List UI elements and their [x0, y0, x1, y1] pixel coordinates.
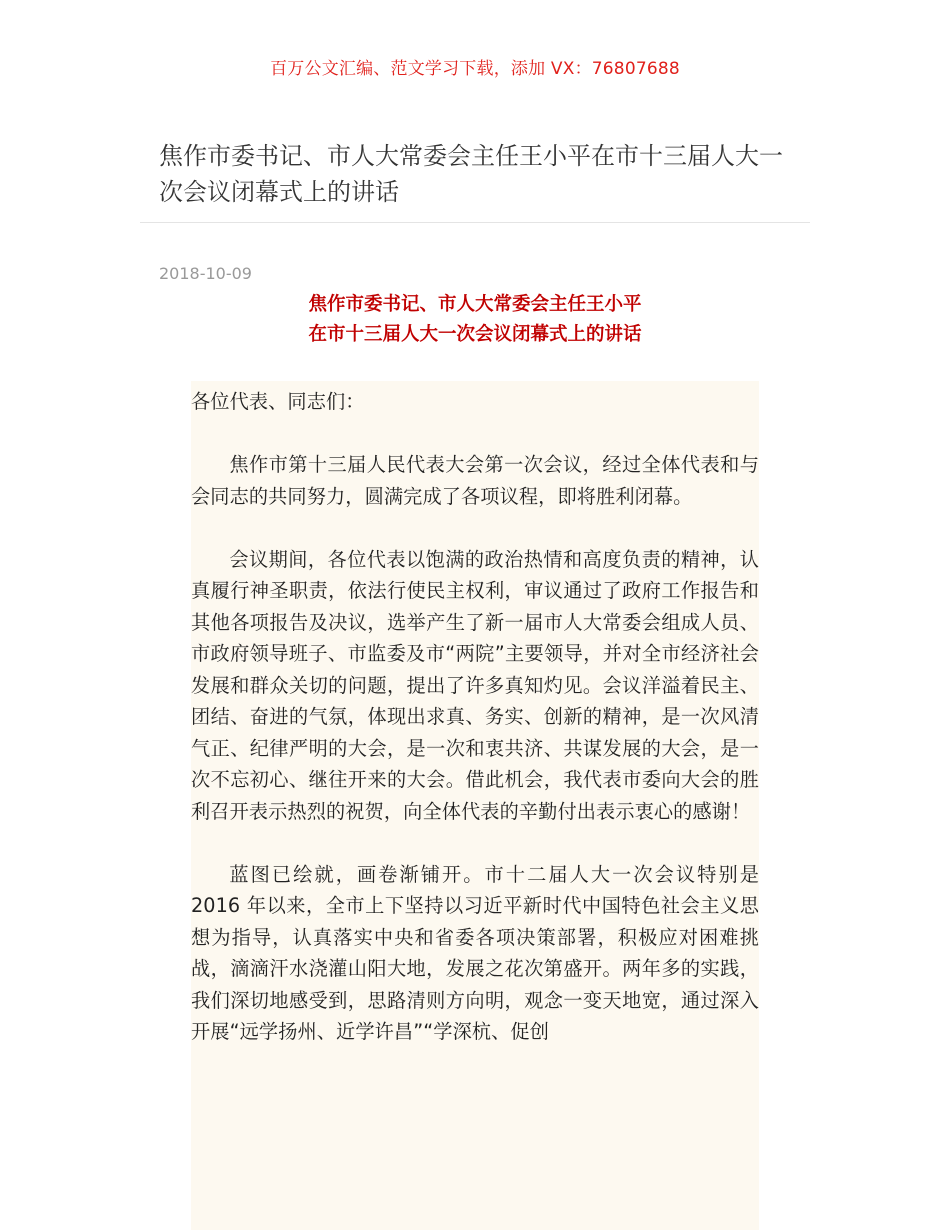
document-heading [0, 290, 950, 350]
promo-banner: 百万公文汇编、范文学习下载，添加 VX：76807688 [270, 59, 680, 79]
paragraph-1: 焦作市第十三届人民代表大会第一次会议，经过全体代表和与会同志的共同努力，圆满完成了各项议程，即将胜利闭幕。 [191, 453, 759, 508]
article-header [140, 138, 810, 223]
publish-date: 2018-10-09 [159, 264, 252, 283]
article-body [191, 381, 759, 1230]
page-title: 焦作市委书记、市人大常委会主任王小平在市十三届人大一次会议闭幕式上的讲话 [159, 142, 783, 206]
paragraph-3: 蓝图已绘就，画卷渐铺开。市十二届人大一次会议特别是2016 年以来，全市上下坚持以习近平新时代中国特色社会主义思想为指导，认真落实中央和省委各项决策部署，积极应对困难挑战，滴滴汗水浇灌山阳大地，发展之花次第盛开。两年多的实践，我们深切地感受到，思路清则方向明，观念一变天地宽，通过深入开展“远学扬州、近学许昌”“学深杭、促创 [191, 862, 759, 1043]
document-heading-line-1: 焦作市委书记、市人大常委会主任王小平 [308, 294, 642, 315]
salutation: 各位代表、同志们： [191, 390, 365, 413]
paragraph-2: 会议期间，各位代表以饱满的政治热情和高度负责的精神，认真履行神圣职责，依法行使民主权利，审议通过了政府工作报告和其他各项报告及决议，选举产生了新一届市人大常委会组成人员、市政府领导班子、市监委及市“两院”主要领导，并对全市经济社会发展和群众关切的问题，提出了许多真知灼见。会议洋溢着民主、团结、奋进的气氛，体现出求真、务实、创新的精神，是一次风清气正、纪律严明的大会，是一次和衷共济、共谋发展的大会，是一次不忘初心、继往开来的大会。借此机会，我代表市委向大会的胜利召开表示热烈的祝贺，向全体代表的辛勤付出表示衷心的感谢！ [191, 547, 759, 823]
document-heading-line-2: 在市十三届人大一次会议闭幕式上的讲话 [308, 324, 642, 345]
